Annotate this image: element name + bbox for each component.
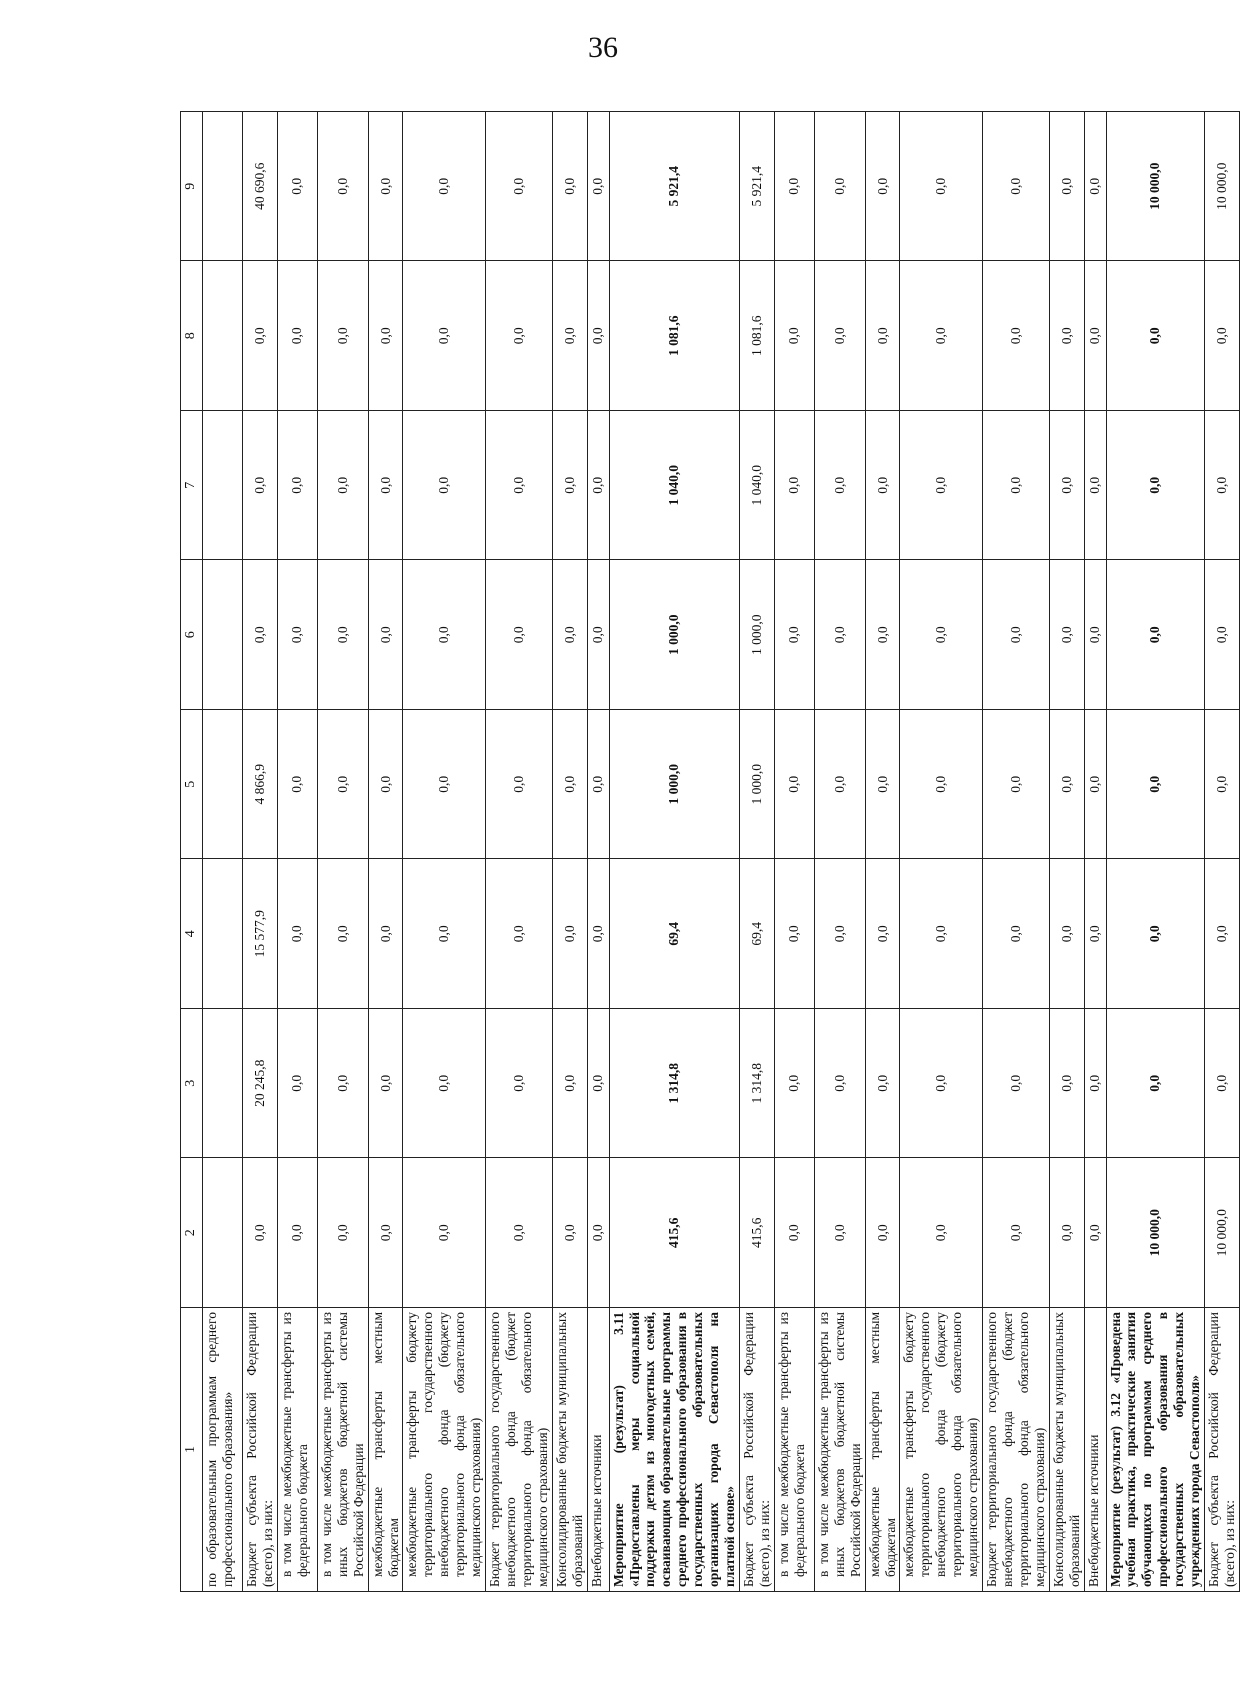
value-cell: 0,0 [1106,1009,1205,1159]
value-cell: 0,0 [774,411,814,561]
value-cell: 0,0 [900,859,983,1009]
value-cell: 0,0 [814,261,865,411]
row-label: в том числе межбюджетные трансферты из иных бюджетов бюджетной системы Российской Федерации [317,1308,368,1592]
value-cell: 0,0 [814,1158,865,1308]
value-cell: 0,0 [865,112,900,262]
value-cell: 0,0 [774,710,814,860]
value-cell: 0,0 [1205,859,1240,1009]
value-cell: 0,0 [1205,710,1240,860]
value-cell: 0,0 [368,1009,403,1159]
value-cell: 0,0 [486,1158,553,1308]
value-cell: 0,0 [983,1009,1050,1159]
value-cell: 1 000,0 [739,560,774,710]
table-row [1049,112,1084,1592]
budget-table [180,111,1240,1592]
table-row [486,112,553,1592]
value-cell: 0,0 [774,112,814,262]
value-cell: 0,0 [368,411,403,561]
value-cell: 1 314,8 [739,1009,774,1159]
value-cell: 0,0 [552,411,587,561]
value-cell: 0,0 [900,261,983,411]
value-cell: 0,0 [486,859,553,1009]
value-cell: 10 000,0 [1106,112,1205,262]
value-cell: 1 000,0 [609,560,739,710]
value-cell: 0,0 [900,1158,983,1308]
value-cell: 0,0 [1084,1009,1106,1159]
row-label: межбюджетные трансферты бюджету территориального государственного внебюджетного фонда (бюджету территориального фонда обязательного медицинского страхования) [900,1308,983,1592]
table-row [774,112,814,1592]
value-cell: 0,0 [814,859,865,1009]
value-cell: 0,0 [587,710,609,860]
value-cell: 10 000,0 [1205,1158,1240,1308]
value-cell: 0,0 [317,710,368,860]
value-cell: 0,0 [1205,1009,1240,1159]
value-cell: 1 081,6 [609,261,739,411]
value-cell: 0,0 [277,261,317,411]
value-cell: 0,0 [587,112,609,262]
row-label: Внебюджетные источники [1084,1308,1106,1592]
table-row [609,112,739,1592]
value-cell: 0,0 [1049,1158,1084,1308]
row-label: в том числе межбюджетные трансферты из федерального бюджета [277,1308,317,1592]
value-cell: 0,0 [243,261,278,411]
value-cell: 415,6 [739,1158,774,1308]
column-number: 2 [181,1158,203,1308]
value-cell: 0,0 [1084,112,1106,262]
value-cell: 0,0 [368,859,403,1009]
value-cell: 0,0 [1205,411,1240,561]
value-cell: 0,0 [900,411,983,561]
value-cell: 0,0 [865,859,900,1009]
value-cell: 0,0 [983,261,1050,411]
value-cell: 0,0 [1049,1009,1084,1159]
value-cell: 1 040,0 [609,411,739,561]
row-label: по образовательным программам среднего профессионального образования» [203,1308,243,1592]
value-cell: 0,0 [1084,411,1106,561]
value-cell: 0,0 [317,411,368,561]
value-cell: 10 000,0 [1106,1158,1205,1308]
value-cell: 0,0 [983,112,1050,262]
column-number: 6 [181,560,203,710]
value-cell: 0,0 [277,112,317,262]
value-cell: 0,0 [317,261,368,411]
value-cell: 0,0 [865,710,900,860]
row-label: Бюджет субъекта Российской Федерации (всего), из них: [739,1308,774,1592]
value-cell: 20 245,8 [243,1009,278,1159]
value-cell: 0,0 [900,112,983,262]
value-cell: 0,0 [1106,411,1205,561]
value-cell: 5 921,4 [609,112,739,262]
value-cell: 0,0 [814,1009,865,1159]
table-row [317,112,368,1592]
value-cell: 0,0 [368,560,403,710]
value-cell: 0,0 [486,411,553,561]
table-row [814,112,865,1592]
value-cell: 0,0 [814,411,865,561]
column-number: 4 [181,859,203,1009]
value-cell: 0,0 [277,1158,317,1308]
value-cell: 0,0 [243,411,278,561]
value-cell: 0,0 [552,112,587,262]
value-cell: 0,0 [403,411,486,561]
value-cell: 0,0 [277,560,317,710]
column-number: 5 [181,710,203,860]
value-cell: 0,0 [368,261,403,411]
value-cell: 0,0 [552,1009,587,1159]
table-row [277,112,317,1592]
value-cell: 1 314,8 [609,1009,739,1159]
value-cell: 0,0 [983,411,1050,561]
row-label: в том числе межбюджетные трансферты из иных бюджетов бюджетной системы Российской Федерации [814,1308,865,1592]
value-cell: 0,0 [814,710,865,860]
column-number: 7 [181,411,203,561]
value-cell: 0,0 [317,112,368,262]
value-cell: 0,0 [814,112,865,262]
value-cell: 0,0 [587,261,609,411]
value-cell: 0,0 [552,710,587,860]
value-cell: 0,0 [865,560,900,710]
value-cell: 0,0 [865,1009,900,1159]
value-cell: 40 690,6 [243,112,278,262]
value-cell: 0,0 [486,1009,553,1159]
table-row [403,112,486,1592]
table-row [865,112,900,1592]
row-label: Мероприятие (результат) 3.11 «Предоставлены меры социальной поддержки детям из многодетных семей, осваивающим образовательные программы среднего профессионального образования в государственных образовательных организациях города Севастополя на платной основе» [609,1308,739,1592]
value-cell [203,859,243,1009]
rotated-table-container [180,112,1238,1592]
value-cell: 0,0 [317,859,368,1009]
value-cell: 0,0 [277,859,317,1009]
value-cell [203,560,243,710]
value-cell: 0,0 [552,261,587,411]
row-label: в том числе межбюджетные трансферты из федерального бюджета [774,1308,814,1592]
value-cell: 0,0 [277,411,317,561]
table-row [552,112,587,1592]
value-cell: 0,0 [983,710,1050,860]
value-cell [203,261,243,411]
value-cell: 0,0 [774,859,814,1009]
value-cell [203,411,243,561]
value-cell: 0,0 [1084,560,1106,710]
row-label: межбюджетные трансферты местным бюджетам [368,1308,403,1592]
table-row [587,112,609,1592]
value-cell: 415,6 [609,1158,739,1308]
value-cell: 0,0 [1106,710,1205,860]
value-cell: 15 577,9 [243,859,278,1009]
value-cell: 0,0 [403,1158,486,1308]
value-cell: 69,4 [739,859,774,1009]
value-cell: 0,0 [774,261,814,411]
value-cell: 0,0 [1084,261,1106,411]
value-cell [203,112,243,262]
value-cell: 0,0 [1084,710,1106,860]
value-cell: 0,0 [486,112,553,262]
value-cell: 0,0 [1049,710,1084,860]
value-cell: 0,0 [317,560,368,710]
value-cell: 0,0 [865,1158,900,1308]
row-label: Бюджет территориального государственного внебюджетного фонда (бюджет территориального фонда обязательного медицинского страхования) [486,1308,553,1592]
column-number: 9 [181,112,203,262]
value-cell: 0,0 [814,560,865,710]
value-cell: 0,0 [1049,112,1084,262]
value-cell: 0,0 [277,1009,317,1159]
row-label: Внебюджетные источники [587,1308,609,1592]
value-cell: 1 081,6 [739,261,774,411]
value-cell: 0,0 [1049,411,1084,561]
value-cell: 0,0 [1205,261,1240,411]
value-cell [203,1158,243,1308]
row-label: Бюджет территориального государственного внебюджетного фонда (бюджет территориального фонда обязательного медицинского страхования) [983,1308,1050,1592]
value-cell: 0,0 [403,710,486,860]
value-cell: 0,0 [774,1158,814,1308]
value-cell: 10 000,0 [1205,112,1240,262]
value-cell: 69,4 [609,859,739,1009]
row-label: Мероприятие (результат) 3.12 «Проведена учебная практика, практические занятия обучающихся по программам среднего профессионального образования в государственных образовательных учреждениях города Севастополя» [1106,1308,1205,1592]
table-row [983,112,1050,1592]
value-cell: 0,0 [368,1158,403,1308]
value-cell: 0,0 [587,1009,609,1159]
value-cell: 0,0 [552,1158,587,1308]
value-cell: 5 921,4 [739,112,774,262]
table-row [739,112,774,1592]
table-row [203,112,243,1592]
value-cell: 0,0 [1106,560,1205,710]
row-label: Бюджет субъекта Российской Федерации (всего), из них: [243,1308,278,1592]
page-number: 36 [588,31,618,64]
value-cell [203,1009,243,1159]
column-number: 1 [181,1308,203,1592]
value-cell: 0,0 [1049,560,1084,710]
value-cell: 0,0 [486,261,553,411]
value-cell: 4 866,9 [243,710,278,860]
value-cell: 0,0 [277,710,317,860]
value-cell: 0,0 [552,560,587,710]
value-cell: 0,0 [900,560,983,710]
value-cell: 0,0 [983,1158,1050,1308]
value-cell: 0,0 [587,1158,609,1308]
value-cell: 0,0 [1084,1158,1106,1308]
value-cell: 0,0 [317,1158,368,1308]
table-body [203,112,1240,1592]
value-cell: 0,0 [1049,859,1084,1009]
value-cell: 0,0 [983,859,1050,1009]
value-cell: 0,0 [368,710,403,860]
table-row [243,112,278,1592]
column-number: 3 [181,1009,203,1159]
value-cell: 0,0 [1084,859,1106,1009]
value-cell: 0,0 [587,560,609,710]
column-number-row [181,112,203,1592]
row-label: Бюджет субъекта Российской Федерации (всего), из них: [1205,1308,1240,1592]
value-cell: 0,0 [403,560,486,710]
value-cell: 0,0 [486,710,553,860]
value-cell: 0,0 [1106,261,1205,411]
column-number: 8 [181,261,203,411]
value-cell: 0,0 [403,261,486,411]
value-cell: 0,0 [243,560,278,710]
table-row [1106,112,1205,1592]
value-cell: 0,0 [774,1009,814,1159]
value-cell: 0,0 [368,112,403,262]
table-row [368,112,403,1592]
value-cell: 0,0 [1106,859,1205,1009]
row-label: межбюджетные трансферты бюджету территориального государственного внебюджетного фонда (бюджету территориального фонда обязательного медицинского страхования) [403,1308,486,1592]
value-cell: 0,0 [587,411,609,561]
value-cell: 0,0 [486,560,553,710]
value-cell: 0,0 [774,560,814,710]
value-cell: 0,0 [243,1158,278,1308]
row-label: Консолидированные бюджеты муниципальных образований [1049,1308,1084,1592]
value-cell: 1 000,0 [609,710,739,860]
table-row [1205,112,1240,1592]
value-cell [203,710,243,860]
value-cell: 0,0 [1049,261,1084,411]
value-cell: 0,0 [900,1009,983,1159]
value-cell: 0,0 [552,859,587,1009]
value-cell: 0,0 [403,1009,486,1159]
value-cell: 0,0 [983,560,1050,710]
value-cell: 0,0 [865,261,900,411]
value-cell: 0,0 [1205,560,1240,710]
value-cell: 0,0 [865,411,900,561]
value-cell: 0,0 [403,859,486,1009]
value-cell: 0,0 [587,859,609,1009]
table-row [1084,112,1106,1592]
value-cell: 1 000,0 [739,710,774,860]
value-cell: 1 040,0 [739,411,774,561]
row-label: Консолидированные бюджеты муниципальных образований [552,1308,587,1592]
value-cell: 0,0 [317,1009,368,1159]
value-cell: 0,0 [403,112,486,262]
table-row [900,112,983,1592]
value-cell: 0,0 [900,710,983,860]
row-label: межбюджетные трансферты местным бюджетам [865,1308,900,1592]
